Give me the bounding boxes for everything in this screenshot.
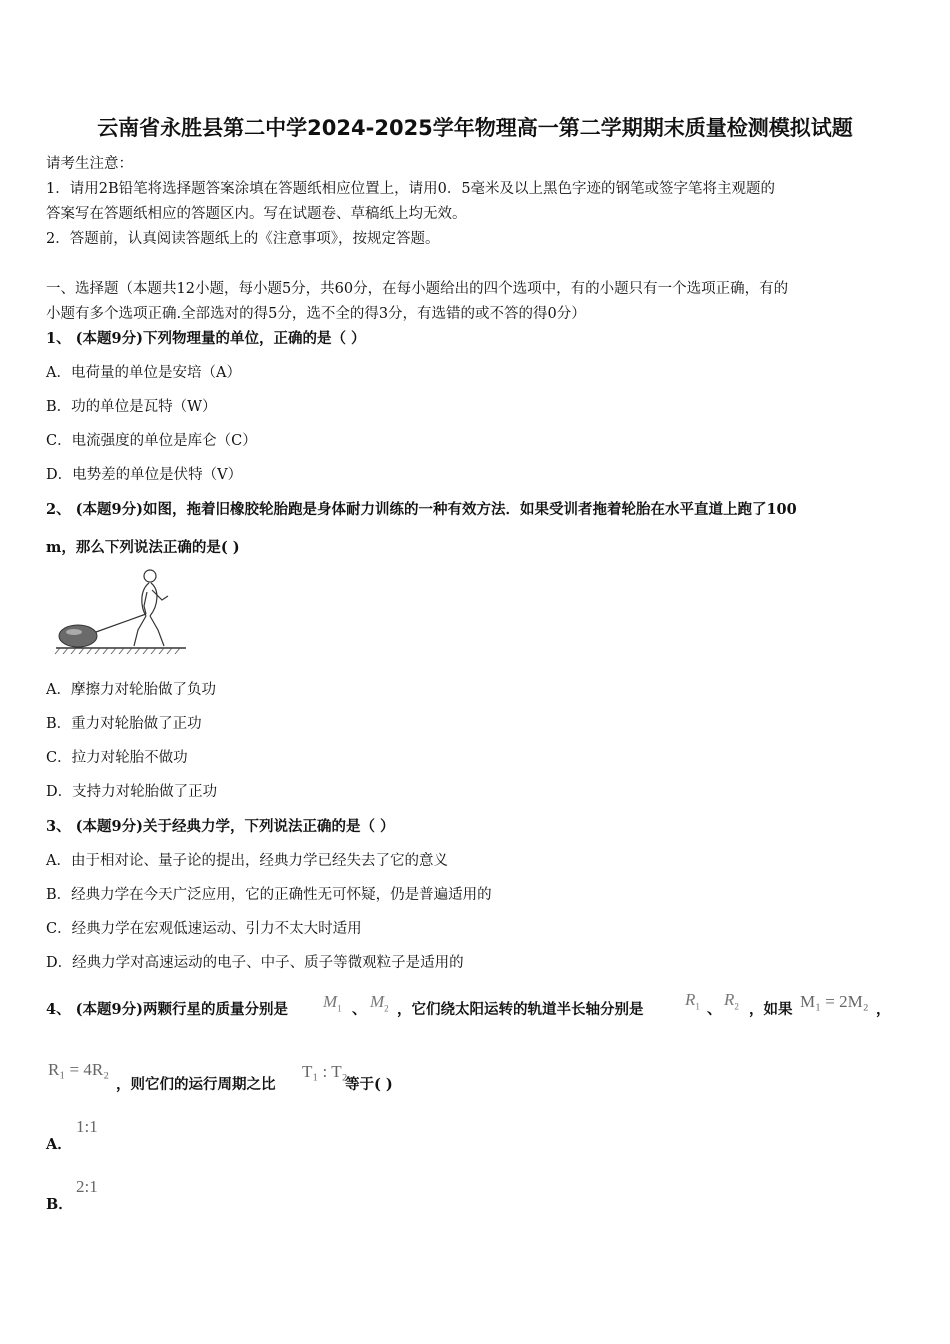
tire-runner-figure [54, 566, 188, 656]
q4-mass-m1 [323, 992, 342, 1013]
q3-option-d: D．经典力学对高速运动的电子、中子、质子等微观粒子是适用的 [46, 955, 464, 971]
q2-option-a: A．摩擦力对轮胎做了负功 [46, 682, 216, 698]
q1-option-a: A．电荷量的单位是安培（A） [46, 365, 241, 381]
q4-sep-2: 、 [707, 1001, 722, 1018]
page-title: 云南省永胜县第二中学2024-2025学年物理高一第二学期期末质量检测模拟试题 [97, 116, 853, 140]
q3-option-c: C．经典力学在宏观低速运动、引力不太大时适用 [46, 921, 362, 937]
q2-stem-1: 2、 (本题9分)如图，拖着旧橡胶轮胎跑是身体耐力训练的一种有效方法．如果受训者拖着轮胎在水平直道上跑了100 [46, 501, 797, 518]
section-header-1: 一、选择题（本题共12小题，每小题5分，共60分，在每小题给出的四个选项中，有的小题只有一个选项正确，有的 [46, 281, 789, 297]
q4-option-a-value: 1:1 [76, 1117, 98, 1136]
q1-option-b: B．功的单位是瓦特（W） [46, 399, 217, 415]
q4-option-b-value: 2:1 [76, 1177, 98, 1196]
q1-option-d: D．电势差的单位是伏特（V） [46, 467, 243, 483]
q4-r2-sub: 2 [734, 1001, 739, 1012]
q4-stem-c: ，如果 [749, 1001, 793, 1018]
notice-line-1a: 1．请用2B铅笔将选择题答案涂填在答题纸相应位置上，请用0．5毫米及以上黑色字迹的钢笔或签字笔将主观题的 [46, 181, 776, 197]
q4-m2-sub: 2 [384, 1003, 389, 1014]
q4-radius-r1 [685, 990, 700, 1011]
q4-stem-a: 4、 (本题9分)两颗行星的质量分别是 [46, 1001, 288, 1018]
q4-r1-sub: 1 [695, 1001, 700, 1012]
q2-option-b: B．重力对轮胎做了正功 [46, 716, 202, 732]
q4-sep-1: 、 [352, 1001, 367, 1018]
q4-mass-m2 [370, 992, 389, 1013]
q4-option-b-label: B． [46, 1196, 73, 1213]
q1-stem: 1、 (本题9分)下列物理量的单位，正确的是（ ） [46, 330, 366, 347]
q2-option-c: C．拉力对轮胎不做功 [46, 750, 188, 766]
q4-period-ratio: T₁ : T₂ [302, 1062, 348, 1081]
q4-stem-e: 等于( ) [345, 1076, 393, 1093]
q4-m1-sub: 1 [337, 1003, 342, 1014]
q4-condition-radius: R₁ = 4R₂ [48, 1060, 110, 1079]
q4-stem-b: ，它们绕太阳运转的轨道半长轴分别是 [397, 1001, 644, 1018]
q4-comma: ， [876, 1001, 891, 1018]
q4-condition-mass: M₁ = 2M₂ [800, 992, 869, 1011]
q1-option-c: C．电流强度的单位是库仑（C） [46, 433, 257, 449]
q3-stem: 3、 (本题9分)关于经典力学，下列说法正确的是（ ） [46, 818, 395, 835]
section-header-2: 小题有多个选项正确.全部选对的得5分，选不全的得3分，有选错的或不答的得0分） [46, 306, 586, 322]
q3-option-b: B．经典力学在今天广泛应用，它的正确性无可怀疑，仍是普遍适用的 [46, 887, 492, 903]
q4-stem-d: ，则它们的运行周期之比 [116, 1076, 276, 1093]
q4-m1-symbol: M [323, 992, 338, 1011]
notice-heading: 请考生注意： [46, 156, 133, 172]
q2-option-d: D．支持力对轮胎做了正功 [46, 784, 218, 800]
q4-r1-symbol: R [685, 990, 696, 1009]
notice-line-2: 2．答题前，认真阅读答题纸上的《注意事项》，按规定答题。 [46, 231, 440, 247]
q4-radius-r2 [724, 990, 739, 1011]
q4-option-a-label: A． [46, 1136, 72, 1153]
q2-stem-2: m，那么下列说法正确的是( ) [46, 539, 240, 556]
q4-r2-symbol: R [724, 990, 735, 1009]
notice-line-1b: 答案写在答题纸相应的答题区内。写在试题卷、草稿纸上均无效。 [46, 206, 467, 222]
q4-m2-symbol: M [370, 992, 385, 1011]
q3-option-a: A．由于相对论、量子论的提出，经典力学已经失去了它的意义 [46, 853, 448, 869]
